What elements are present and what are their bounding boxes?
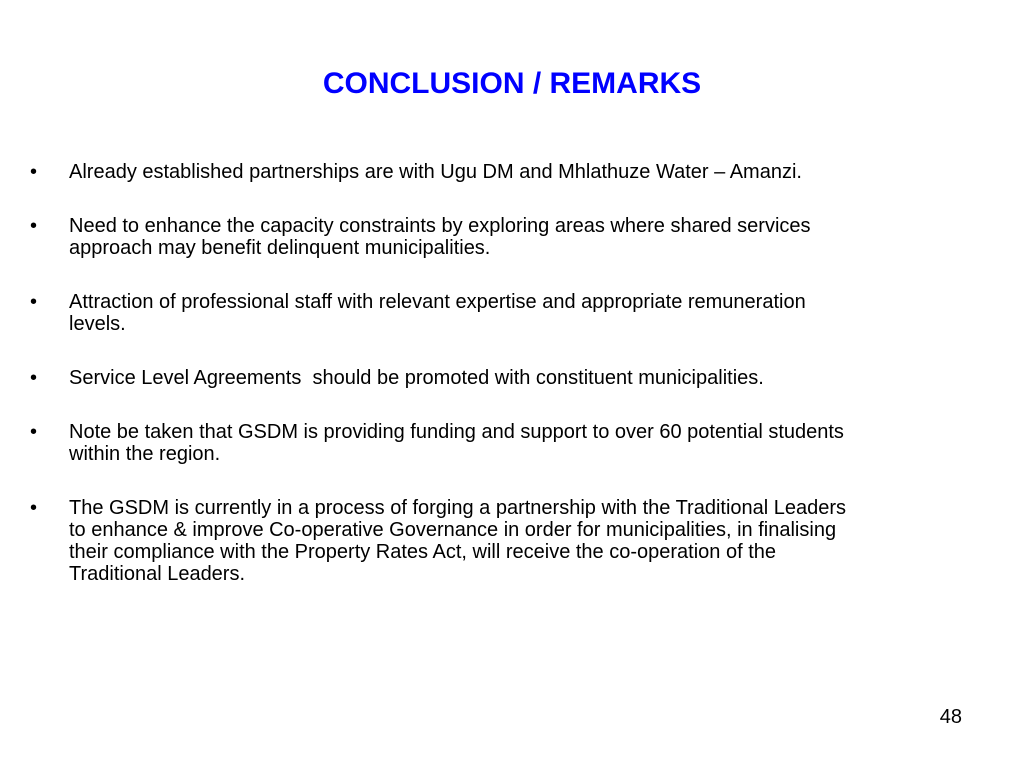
bullet-text: Note be taken that GSDM is providing funding and support to over 60 potential students within the region. xyxy=(69,421,844,465)
bullet-dot: • xyxy=(30,161,38,183)
bullet-dot: • xyxy=(30,367,38,389)
bullet-item xyxy=(30,161,990,183)
bullet-item xyxy=(30,215,990,259)
bullet-text: Service Level Agreements should be promoted with constituent municipalities. xyxy=(69,367,764,389)
slide-title: CONCLUSION / REMARKS xyxy=(322,67,702,100)
bullet-item xyxy=(30,367,990,389)
bullet-item xyxy=(30,291,990,335)
page-number: 48 xyxy=(939,706,962,728)
bullet-dot: • xyxy=(30,497,38,519)
bullet-text: Need to enhance the capacity constraints by exploring areas where shared services approach may benefit delinquent municipalities. xyxy=(69,215,811,259)
bullet-text: The GSDM is currently in a process of forging a partnership with the Traditional Leaders to enhance & improve Co-operative Governance in order for municipalities, in finalising their compliance with the Property Rates Act, will receive the co-operation of the Traditional Leaders. xyxy=(69,497,847,585)
bullet-text: Already established partnerships are with Ugu DM and Mhlathuze Water – Amanzi. xyxy=(69,161,802,183)
bullet-text: Attraction of professional staff with relevant expertise and appropriate remuneration levels. xyxy=(69,291,806,335)
bullet-dot: • xyxy=(30,291,38,313)
bullet-item xyxy=(30,421,990,465)
bullet-list xyxy=(30,161,990,617)
bullet-item xyxy=(30,497,990,585)
bullet-dot: • xyxy=(30,215,38,237)
bullet-dot: • xyxy=(30,421,38,443)
